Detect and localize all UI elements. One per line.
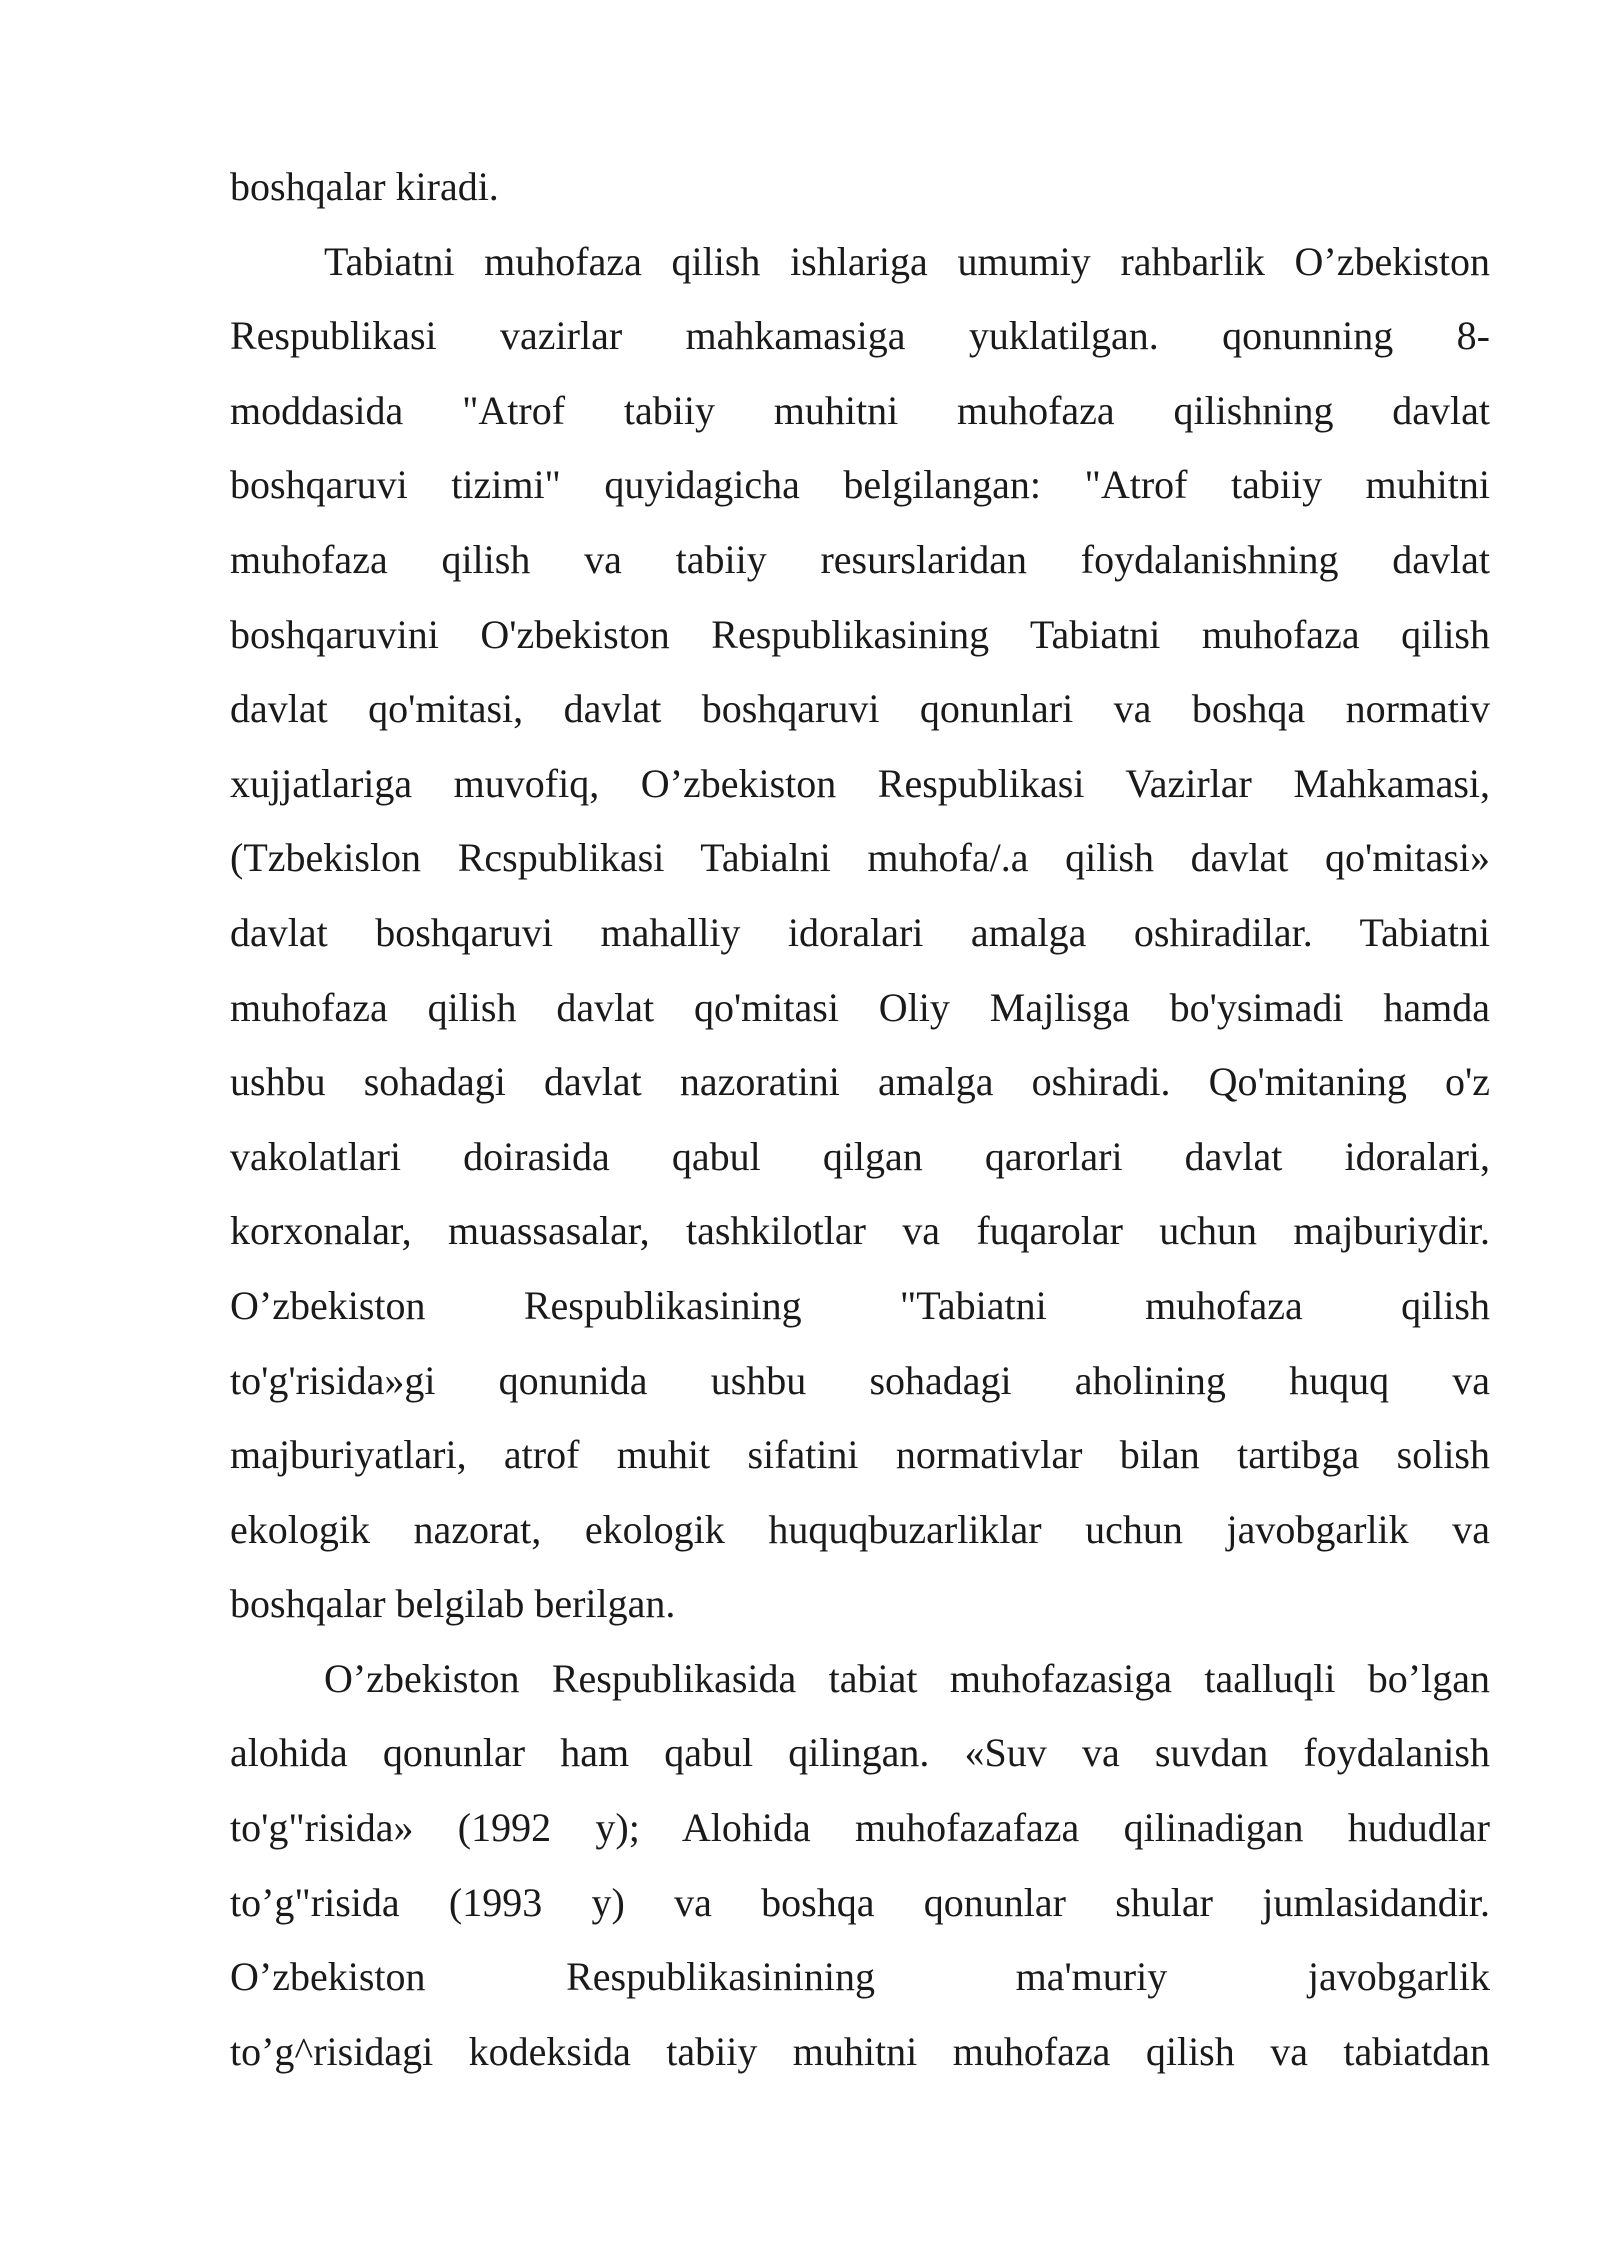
paragraph-2-line-18: ekologik nazorat, ekologik huquqbuzarliklar uchun javobgarlik va (230, 1506, 1490, 1552)
paragraph-3-line-2: alohida qonunlar ham qabul qilingan. «Suv va suvdan foydalanish (230, 1730, 1490, 1776)
paragraph-3-line-5: O’zbekiston Respublikasinining ma'muriy javobgarlik (230, 1954, 1490, 2000)
paragraph-3-line-6: to’g^risidagi kodeksida tabiiy muhitni muhofaza qilish va tabiatdan (230, 2028, 1490, 2074)
paragraph-2-line-9: (Tzbekislon Rcspublikasi Tabialni muhofa/.a qilish davlat qo'mitasi» (230, 835, 1490, 881)
paragraph-3-line-3: to'g"risida» (1992 y); Alohida muhofazafaza qilinadigan hududlar (230, 1805, 1490, 1851)
paragraph-1-line-1: boshqalar kiradi. (230, 164, 499, 209)
paragraph-2-line-1: Tabiatni muhofaza qilish ishlariga umumiy rahbarlik O’zbekiston (324, 238, 1490, 284)
paragraph-2-line-3: moddasida "Atrof tabiiy muhitni muhofaza qilishning davlat (230, 387, 1490, 433)
paragraph-3-line-4: to’g"risida (1993 y) va boshqa qonunlar shular jumlasidandir. (230, 1879, 1490, 1925)
paragraph-2-line-15: O’zbekiston Respublikasining "Tabiatni muhofaza qilish (230, 1282, 1490, 1328)
paragraph-2-line-13: vakolatlari doirasida qabul qilgan qarorlari davlat idoralari, (230, 1133, 1490, 1179)
paragraph-2-line-4: boshqaruvi tizimi" quyidagicha belgilangan: "Atrof tabiiy muhitni (230, 462, 1490, 508)
paragraph-2-line-6: boshqaruvini O'zbekiston Respublikasining Tabiatni muhofaza qilish (230, 611, 1490, 657)
paragraph-2-line-2: Respublikasi vazirlar mahkamasiga yuklatilgan. qonunning 8- (230, 313, 1490, 359)
paragraph-2-line-5: muhofaza qilish va tabiiy resurslaridan foydalanishning davlat (230, 536, 1490, 582)
paragraph-2-line-7: davlat qo'mitasi, davlat boshqaruvi qonunlari va boshqa normativ (230, 686, 1490, 732)
paragraph-2-line-16: to'g'risida»gi qonunida ushbu sohadagi aholining huquq va (230, 1357, 1490, 1403)
paragraph-2-line-10: davlat boshqaruvi mahalliy idoralari amalga oshiradilar. Tabiatni (230, 909, 1490, 955)
paragraph-2-line-17: majburiyatlari, atrof muhit sifatini normativlar bilan tartibga solish (230, 1432, 1490, 1478)
paragraph-2-line-14: korxonalar, muassasalar, tashkilotlar va fuqarolar uchun majburiydir. (230, 1208, 1490, 1254)
paragraph-2-line-11: muhofaza qilish davlat qo'mitasi Oliy Majlisga bo'ysimadi hamda (230, 984, 1490, 1030)
paragraph-3-line-1: O’zbekiston Respublikasida tabiat muhofazasiga taalluqli bo’lgan (324, 1655, 1490, 1701)
document-body (230, 150, 1490, 2089)
paragraph-2-line-8: xujjatlariga muvofiq, O’zbekiston Respublikasi Vazirlar Mahkamasi, (230, 760, 1490, 806)
paragraph-2-line-12: ushbu sohadagi davlat nazoratini amalga oshiradi. Qo'mitaning o'z (230, 1059, 1490, 1105)
paragraph-2-line-19: boshqalar belgilab berilgan. (230, 1581, 676, 1627)
